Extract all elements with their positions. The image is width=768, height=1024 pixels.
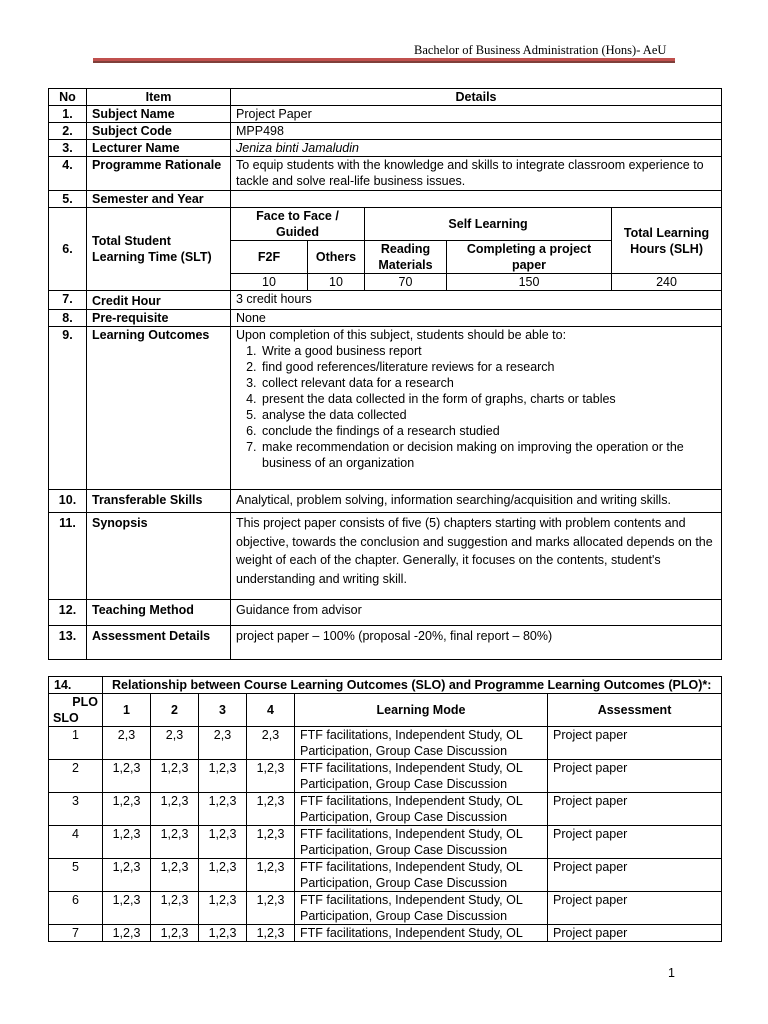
- prereq-details: None: [231, 310, 722, 327]
- list-item: 5. analyse the data collected: [260, 407, 716, 423]
- skills-item: Transferable Skills: [87, 490, 231, 513]
- assessment: Project paper: [548, 859, 722, 892]
- assessment: Project paper: [548, 793, 722, 826]
- slo-number: 3: [49, 793, 103, 826]
- plo-value: 1,2,3: [103, 793, 151, 826]
- assessment: Project paper: [548, 727, 722, 760]
- plo-value: 1,2,3: [151, 760, 199, 793]
- slt-total-hours: Total Learning Hours (SLH): [612, 208, 722, 274]
- skills-details: Analytical, problem solving, information searching/acquisition and writing skills.: [231, 490, 722, 513]
- teaching-details: Guidance from advisor: [231, 600, 722, 626]
- learning-mode: FTF facilitations, Independent Study, OL Participation, Group Case Discussion: [295, 727, 548, 760]
- section-no: 14.: [49, 677, 103, 694]
- slo-number: 5: [49, 859, 103, 892]
- list-item: 7. make recommendation or decision making on improving the operation or the business of an organization: [260, 439, 716, 471]
- learning-mode: FTF facilitations, Independent Study, OL Participation, Group Case Discussion: [295, 859, 548, 892]
- row-details: MPP498: [231, 123, 722, 140]
- learning-mode: FTF facilitations, Independent Study, OL Participation, Group Case Discussion: [295, 793, 548, 826]
- plo-value: 1,2,3: [103, 892, 151, 925]
- plo-value: 1,2,3: [151, 826, 199, 859]
- plo-value: 2,3: [103, 727, 151, 760]
- row-item: Programme Rationale: [87, 157, 231, 191]
- table-row: [49, 925, 722, 942]
- list-item: 1. Write a good business report: [260, 343, 716, 359]
- table-row: [49, 892, 722, 925]
- assessment-item: Assessment Details: [87, 626, 231, 660]
- row-item: Subject Name: [87, 106, 231, 123]
- header-details: Details: [231, 89, 722, 106]
- plo-value: 1,2,3: [247, 892, 295, 925]
- plo-value: 1,2,3: [103, 826, 151, 859]
- row-details: To equip students with the knowledge and skills to integrate classroom experience to tackle and solve real-life business issues.: [231, 157, 722, 191]
- slt-face-to-face: Face to Face / Guided: [231, 208, 365, 241]
- outcomes-intro: Upon completion of this subject, students should be able to:: [236, 328, 567, 342]
- prereq-no: 8.: [49, 310, 87, 327]
- plo-value: 1,2,3: [151, 859, 199, 892]
- assessment: Project paper: [548, 892, 722, 925]
- learning-mode: FTF facilitations, Independent Study, OL Participation, Group Case Discussion: [295, 760, 548, 793]
- row-item: Lecturer Name: [87, 140, 231, 157]
- plo-value: 2,3: [199, 727, 247, 760]
- row-no: 1.: [49, 106, 87, 123]
- synopsis-no: 11.: [49, 513, 87, 600]
- slo-number: 1: [49, 727, 103, 760]
- slt-total-value: 240: [612, 274, 722, 291]
- plo-value: 2,3: [247, 727, 295, 760]
- synopsis-item: Synopsis: [87, 513, 231, 600]
- outcomes-no: 9.: [49, 327, 87, 490]
- corner-cell: [49, 694, 103, 727]
- credit-details: 3 credit hours: [231, 291, 722, 310]
- slt-completing: Completing a project paper: [447, 241, 612, 274]
- outcomes-list: [236, 343, 716, 471]
- plo-value: 1,2,3: [151, 892, 199, 925]
- plo-value: 1,2,3: [247, 793, 295, 826]
- table-row: [49, 793, 722, 826]
- assessment-details: project paper – 100% (proposal -20%, final report – 80%): [231, 626, 722, 660]
- slt-reading-value: 70: [365, 274, 447, 291]
- learning-mode-header: Learning Mode: [295, 694, 548, 727]
- slo-number: 4: [49, 826, 103, 859]
- plo-col-header: 4: [247, 694, 295, 727]
- slt-f2f-value: 10: [231, 274, 308, 291]
- synopsis-details: This project paper consists of five (5) chapters starting with problem contents and objective, towards the conclusion and suggestion and marks allocated depends on the weight of each of the chapter. Generally, it focuses on the contents, student's understanding and writing skill.: [231, 513, 722, 600]
- outcomes-item: Learning Outcomes: [87, 327, 231, 490]
- learning-mode: FTF facilitations, Independent Study, OL: [295, 925, 548, 942]
- teaching-item: Teaching Method: [87, 600, 231, 626]
- plo-value: 1,2,3: [199, 760, 247, 793]
- plo-value: 1,2,3: [103, 760, 151, 793]
- row-item: Semester and Year: [87, 191, 231, 208]
- list-item: 6. conclude the findings of a research studied: [260, 423, 716, 439]
- assessment-no: 13.: [49, 626, 87, 660]
- slt-others: Others: [308, 241, 365, 274]
- slo-number: 6: [49, 892, 103, 925]
- row-no: 4.: [49, 157, 87, 191]
- slt-others-value: 10: [308, 274, 365, 291]
- table-row: [49, 760, 722, 793]
- row-no: 2.: [49, 123, 87, 140]
- plo-col-header: 1: [103, 694, 151, 727]
- assessment-header: Assessment: [548, 694, 722, 727]
- slt-no: 6.: [49, 208, 87, 291]
- row-no: 3.: [49, 140, 87, 157]
- slt-self-learning: Self Learning: [365, 208, 612, 241]
- table-row: [49, 826, 722, 859]
- plo-value: 1,2,3: [151, 793, 199, 826]
- skills-no: 10.: [49, 490, 87, 513]
- table-row: [49, 859, 722, 892]
- row-item: Subject Code: [87, 123, 231, 140]
- plo-relationship-table: [48, 676, 722, 942]
- list-item: 4. present the data collected in the form of graphs, charts or tables: [260, 391, 716, 407]
- row-details: [231, 191, 722, 208]
- credit-no: 7.: [49, 291, 87, 310]
- plo-value: 1,2,3: [199, 925, 247, 942]
- slo-number: 7: [49, 925, 103, 942]
- corner-slo: SLO: [53, 711, 79, 725]
- slo-number: 2: [49, 760, 103, 793]
- plo-col-header: 2: [151, 694, 199, 727]
- row-details: Project Paper: [231, 106, 722, 123]
- subject-info-table: [48, 88, 722, 660]
- table-row: [49, 727, 722, 760]
- plo-value: 1,2,3: [103, 859, 151, 892]
- header-item: Item: [87, 89, 231, 106]
- plo-value: 1,2,3: [151, 925, 199, 942]
- teaching-no: 12.: [49, 600, 87, 626]
- header-no: No: [49, 89, 87, 106]
- plo-value: 1,2,3: [247, 760, 295, 793]
- plo-value: 1,2,3: [199, 793, 247, 826]
- list-item: 3. collect relevant data for a research: [260, 375, 716, 391]
- section-title: Relationship between Course Learning Outcomes (SLO) and Programme Learning Outcomes (PLO)*:: [103, 677, 722, 694]
- plo-value: 1,2,3: [199, 859, 247, 892]
- plo-value: 1,2,3: [199, 826, 247, 859]
- slt-reading: Reading Materials: [365, 241, 447, 274]
- credit-item: Credit Hour: [87, 291, 231, 310]
- plo-value: 2,3: [151, 727, 199, 760]
- plo-col-header: 3: [199, 694, 247, 727]
- learning-mode: FTF facilitations, Independent Study, OL Participation, Group Case Discussion: [295, 892, 548, 925]
- plo-value: 1,2,3: [247, 826, 295, 859]
- assessment: Project paper: [548, 925, 722, 942]
- plo-value: 1,2,3: [199, 892, 247, 925]
- document-header: Bachelor of Business Administration (Hons)- AeU: [414, 43, 667, 57]
- page-number: 1: [668, 966, 675, 980]
- header-rule-dark: [93, 61, 675, 63]
- learning-mode: FTF facilitations, Independent Study, OL Participation, Group Case Discussion: [295, 826, 548, 859]
- corner-plo: PLO: [72, 695, 98, 709]
- plo-value: 1,2,3: [247, 925, 295, 942]
- plo-value: 1,2,3: [103, 925, 151, 942]
- list-item: 2. find good references/literature reviews for a research: [260, 359, 716, 375]
- assessment: Project paper: [548, 826, 722, 859]
- prereq-item: Pre-requisite: [87, 310, 231, 327]
- row-details: Jeniza binti Jamaludin: [231, 140, 722, 157]
- slt-completing-value: 150: [447, 274, 612, 291]
- outcomes-details: [231, 327, 722, 490]
- plo-value: 1,2,3: [247, 859, 295, 892]
- slt-f2f: F2F: [231, 241, 308, 274]
- row-no: 5.: [49, 191, 87, 208]
- slt-item: Total Student Learning Time (SLT): [87, 208, 231, 291]
- assessment: Project paper: [548, 760, 722, 793]
